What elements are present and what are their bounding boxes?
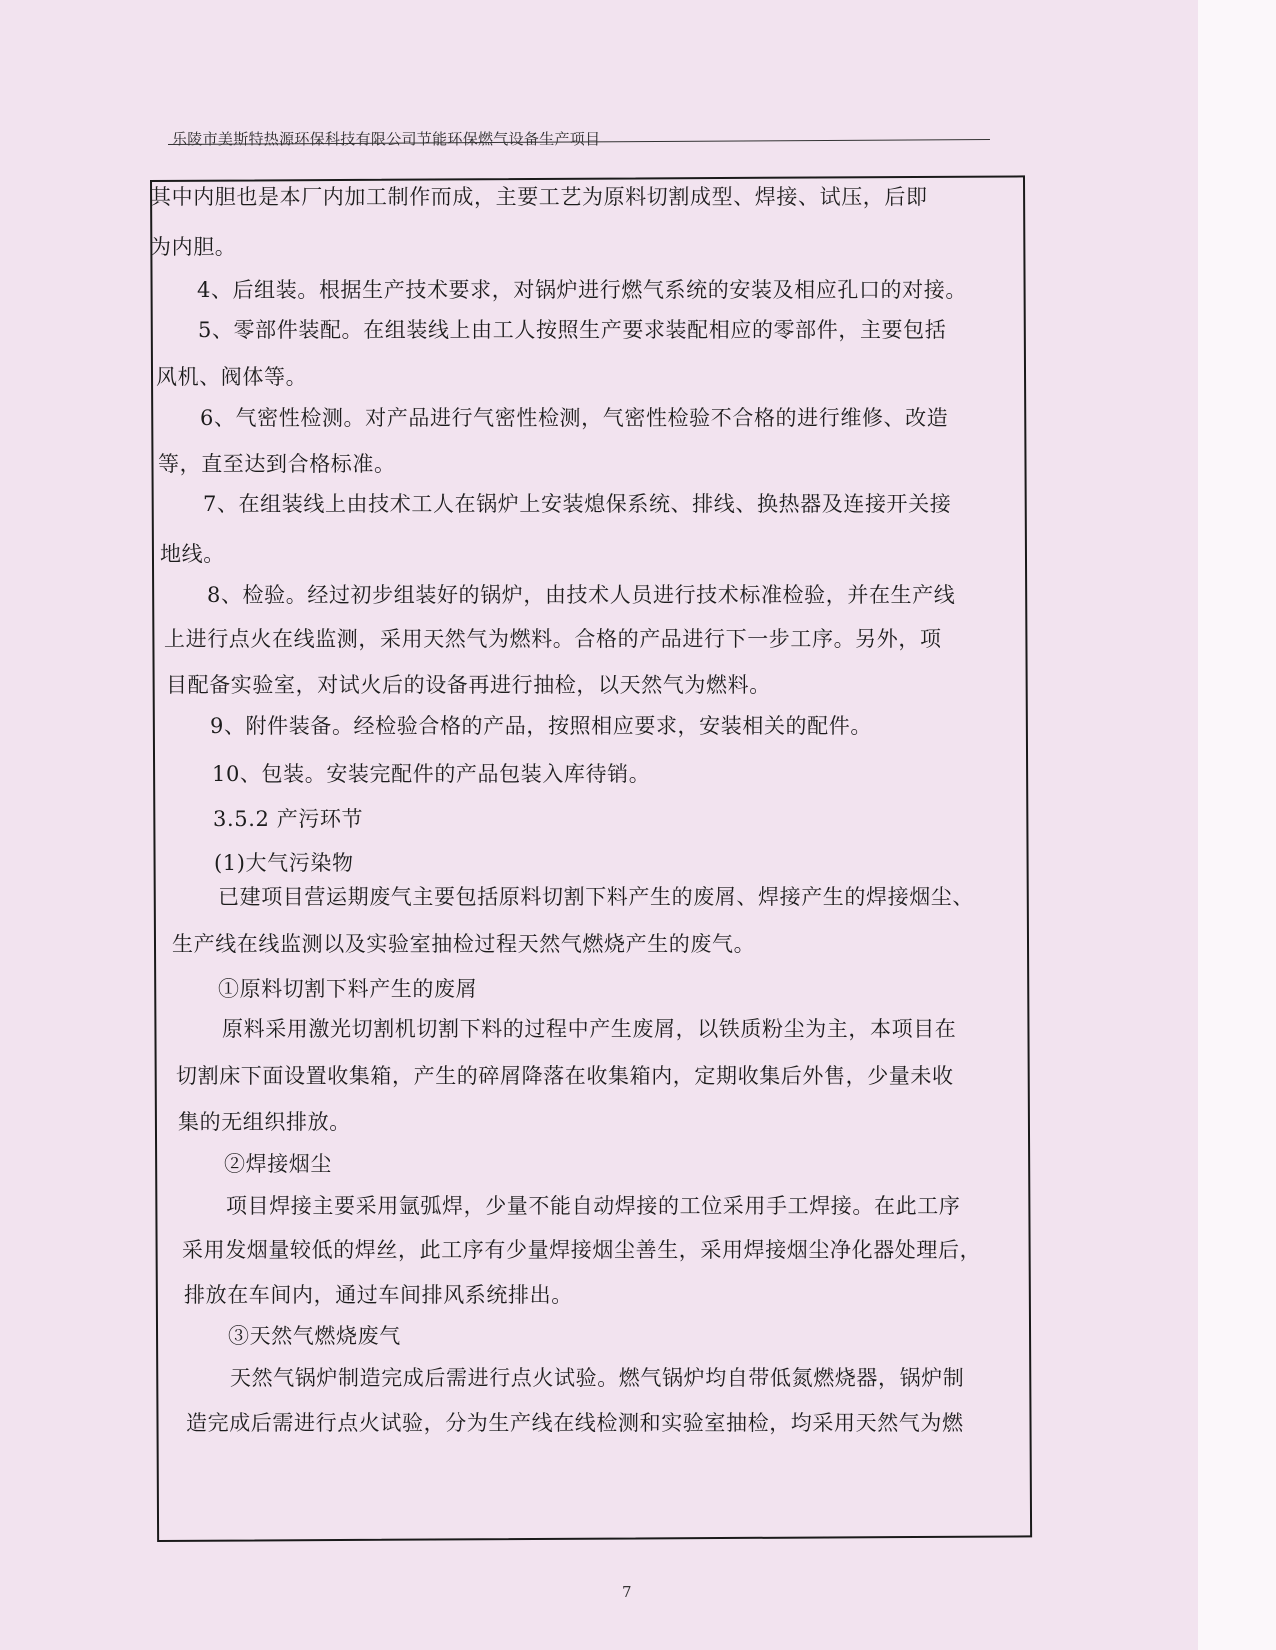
body-line: 目配备实验室，对试火后的设备再进行抽检，以天然气为燃料。 <box>166 673 771 697</box>
page-header-title: 乐陵市美斯特热源环保科技有限公司节能环保燃气设备生产项目 <box>172 130 601 148</box>
body-line: 采用发烟量较低的焊丝，此工序有少量焊接烟尘善生，采用焊接烟尘净化器处理后， <box>182 1238 982 1262</box>
body-line: 10、包装。安装完配件的产品包装入库待销。 <box>212 762 651 786</box>
item-heading: ②焊接烟尘 <box>224 1152 332 1176</box>
page-edge <box>1198 0 1276 1650</box>
body-line: 已建项目营运期废气主要包括原料切割下料产生的废屑、焊接产生的焊接烟尘、 <box>218 885 974 909</box>
body-line: 生产线在线监测以及实验室抽检过程天然气燃烧产生的废气。 <box>172 932 756 956</box>
item-heading: ①原料切割下料产生的废屑 <box>218 977 478 1001</box>
body-line: 项目焊接主要采用氩弧焊，少量不能自动焊接的工位采用手工焊接。在此工序 <box>226 1194 961 1218</box>
body-line: 切割床下面设置收集箱，产生的碎屑降落在收集箱内，定期收集后外售，少量未收 <box>176 1064 954 1088</box>
body-line: 等，直至达到合格标准。 <box>158 452 396 476</box>
body-line: 8、检验。经过初步组装好的锅炉，由技术人员进行技术标准检验，并在生产线 <box>207 583 956 607</box>
body-line: 7、在组装线上由技术工人在锅炉上安装熄保系统、排线、换热器及连接开关接 <box>203 492 952 516</box>
body-line: 5、零部件装配。在组装线上由工人按照生产要求装配相应的零部件，主要包括 <box>198 318 947 342</box>
body-line: 天然气锅炉制造完成后需进行点火试验。燃气锅炉均自带低氮燃烧器，锅炉制 <box>230 1366 965 1390</box>
section-heading: 3.5.2 产污环节 <box>213 807 364 831</box>
body-line: 原料采用激光切割机切割下料的过程中产生废屑，以铁质粉尘为主，本项目在 <box>222 1017 957 1041</box>
item-heading: ③天然气燃烧废气 <box>228 1324 401 1348</box>
body-line: 造完成后需进行点火试验，分为生产线在线检测和实验室抽检，均采用天然气为燃 <box>186 1411 964 1435</box>
body-line: 6、气密性检测。对产品进行气密性检测，气密性检验不合格的进行维修、改造 <box>200 406 949 430</box>
body-line: 4、后组装。根据生产技术要求，对锅炉进行燃气系统的安装及相应孔口的对接。 <box>197 278 967 302</box>
body-line: 集的无组织排放。 <box>178 1110 351 1134</box>
body-line: 9、附件装备。经检验合格的产品，按照相应要求，安装相关的配件。 <box>210 714 872 738</box>
subsection-heading: (1)大气污染物 <box>214 851 354 875</box>
body-line: 风机、阀体等。 <box>156 365 308 389</box>
body-line: 为内胆。 <box>150 235 237 259</box>
page-number: 7 <box>622 1583 632 1601</box>
body-line: 地线。 <box>160 542 225 566</box>
body-line: 排放在车间内，通过车间排风系统排出。 <box>184 1283 573 1307</box>
body-line: 上进行点火在线监测，采用天然气为燃料。合格的产品进行下一步工序。另外，项 <box>164 627 942 651</box>
body-line: 其中内胆也是本厂内加工制作而成，主要工艺为原料切割成型、焊接、试压，后即 <box>150 185 928 209</box>
